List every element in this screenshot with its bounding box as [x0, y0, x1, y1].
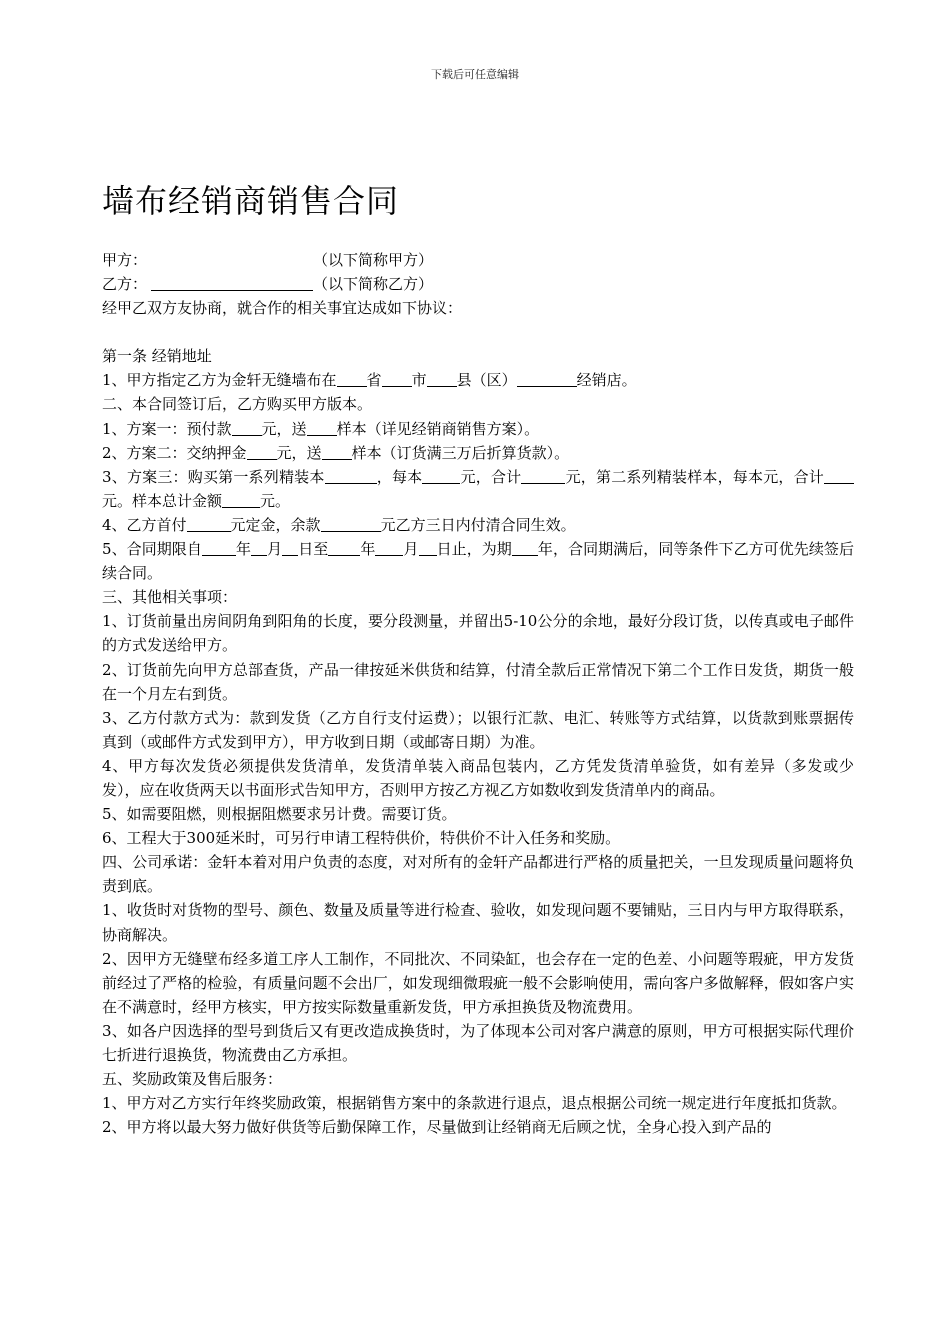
text-segment: 元，第二系列精装样本，每本元，合计 [565, 467, 824, 486]
text-segment: 市 [411, 371, 427, 390]
party-b-label: 乙方： [102, 275, 148, 294]
article-1-item-1 [102, 368, 854, 392]
text-segment: 月 [267, 540, 283, 559]
plan-1 [102, 417, 854, 441]
section-5-item: 2、甲方将以最大努力做好供货等后勤保障工作，尽量做到让经销商无后顾之忧，全身心投入到产品的 [102, 1118, 772, 1137]
item-5 [102, 537, 854, 585]
document-title: 墙布经销商销售合同 [102, 182, 400, 220]
text-segment: 2、方案二：交纳押金 [102, 443, 247, 462]
text-segment: 元乙方三日内付清合同生效。 [380, 515, 576, 534]
text-segment: 元，送 [276, 443, 322, 462]
text-segment: 年 [235, 540, 252, 559]
section-3-item: 6、工程大于300延米时，可另行申请工程特供价，特供价不计入任务和奖励。 [102, 829, 621, 848]
text-segment: 年，合同期满后，同等条件下乙方可优先续签后续合同。 [102, 540, 854, 583]
text-segment: 样本（详见经销商销售方案）。 [336, 419, 540, 438]
blank-line [325, 468, 377, 484]
section-3-item: 1、订货前量出房间阴角到阳角的长度，要分段测量，并留出5-10公分的余地，最好分段订货，以传真或电子邮件的方式发送给甲方。 [102, 612, 854, 655]
text-segment: 4、乙方首付 [102, 515, 187, 534]
section-5-title: 五、奖励政策及售后服务： [102, 1070, 283, 1089]
blank-line [322, 444, 352, 460]
text-segment: 月 [403, 540, 419, 559]
spacer [102, 320, 854, 344]
section-4-item: 1、收货时对货物的型号、颜色、数量及质量等进行检查、验收，如发现问题不要铺贴，三日内与甲方取得联系，协商解决。 [102, 901, 854, 944]
blank-line [427, 371, 457, 387]
text-segment: 元，送 [261, 419, 307, 438]
plan-2 [102, 441, 854, 465]
section-3-item: 5、如需要阻燃，则根据阻燃要求另计费。需要订货。 [102, 805, 457, 824]
blank-line [337, 371, 367, 387]
blank-line [187, 516, 231, 532]
section-5-item: 1、甲方对乙方实行年终奖励政策，根据销售方案中的条款进行退点，退点根据公司统一规定进行年度抵扣货款。 [102, 1094, 847, 1113]
text-segment: 1、方案一：预付款 [102, 419, 232, 438]
text-segment: 3、方案三：购买第一系列精装本 [102, 467, 325, 486]
text-segment: 年 [360, 540, 376, 559]
blank-line [422, 468, 460, 484]
section-3-item: 2、订货前先向甲方总部查货，产品一律按延米供货和结算，付清全款后正常情况下第二个工作日发货，期货一般在一个月左右到货。 [102, 660, 854, 703]
party-a-suffix: （以下简称甲方） [313, 251, 434, 269]
party-b-blank [151, 275, 313, 291]
party-b-line [102, 272, 854, 296]
blank-line [521, 468, 565, 484]
section-4-item: 3、如各户因选择的型号到货后又有更改造成换货时，为了体现本公司对客户满意的原则，甲方可根据实际代理价七折进行退换货，物流费由乙方承担。 [102, 1021, 854, 1064]
text-segment: 县（区） [456, 371, 517, 390]
section-2-title: 二、本合同签订后，乙方购买甲方版本。 [102, 395, 373, 414]
blank-line [232, 420, 262, 436]
party-b-suffix: （以下简称乙方） [313, 275, 434, 294]
blank-line [247, 444, 277, 460]
article-1-title: 第一条 经销地址 [102, 347, 212, 366]
text-segment: 日止，为期 [436, 540, 512, 559]
page-header: 下载后可任意编辑 [431, 68, 519, 81]
party-a-label: 甲方： [102, 251, 148, 269]
text-segment: ，每本 [376, 467, 423, 486]
blank-line [307, 420, 337, 436]
text-segment: 5、合同期限自 [102, 540, 202, 559]
blank-line [824, 468, 854, 484]
section-3-title: 三、其他相关事项： [102, 588, 238, 607]
blank-line [222, 492, 260, 508]
section-3-item: 4、甲方每次发货必须提供发货清单，发货清单装入商品包装内，乙方凭发货清单验货，如有差异（多发或少发），应在收货两天以书面形式告知甲方，否则甲方按乙方视乙方如数收到发货清单内的商品。 [102, 756, 854, 799]
text-segment: 样本（订货满三万后折算货款）。 [351, 443, 570, 462]
section-3-item: 3、乙方付款方式为：款到发货（乙方自行支付运费）；以银行汇款、电汇、转账等方式结算，以货款到账票据传真到（或邮件方式发到甲方），甲方收到日期（或邮寄日期）为准。 [102, 708, 854, 751]
blank-line [282, 540, 298, 556]
text-segment: 1、甲方指定乙方为金轩无缝墙布在 [102, 371, 337, 390]
text-segment: 日至 [298, 540, 329, 559]
blank-line [328, 540, 360, 556]
item-4 [102, 513, 854, 537]
blank-line [251, 540, 267, 556]
blank-line [517, 371, 577, 387]
text-segment: 元，合计 [460, 467, 522, 486]
text-segment: 元定金，余款 [230, 515, 321, 534]
section-4-item: 2、因甲方无缝壁布经多道工序人工制作，不同批次、不同染缸，也会存在一定的色差、小问题等瑕疵，甲方发货前经过了严格的检验，有质量问题不会出厂，如发现细微瑕疵一般不会影响使用，需向客户多做解释，假如客户实在不满意时，经甲方核实，甲方按实际数量重新发货，甲方承担换货及物流费用。 [102, 949, 854, 1016]
plan-3 [102, 465, 854, 513]
text-segment: 元。样本总计金额 [102, 491, 223, 510]
text-segment: 元。 [260, 491, 291, 510]
intro-line: 经甲乙双方友协商，就合作的相关事宜达成如下协议： [102, 299, 463, 318]
blank-line [375, 540, 403, 556]
blank-line [321, 516, 381, 532]
text-segment: 省 [366, 371, 382, 390]
blank-line [382, 371, 412, 387]
party-a-line [102, 248, 854, 272]
section-4-title: 四、公司承诺：金轩本着对用户负责的态度，对对所有的金轩产品都进行严格的质量把关，一旦发现质量问题将负责到底。 [102, 853, 854, 896]
blank-line [419, 540, 437, 556]
contract-body [102, 248, 854, 1139]
text-segment: 经销店。 [576, 371, 637, 390]
blank-line [512, 540, 538, 556]
blank-line [202, 540, 236, 556]
